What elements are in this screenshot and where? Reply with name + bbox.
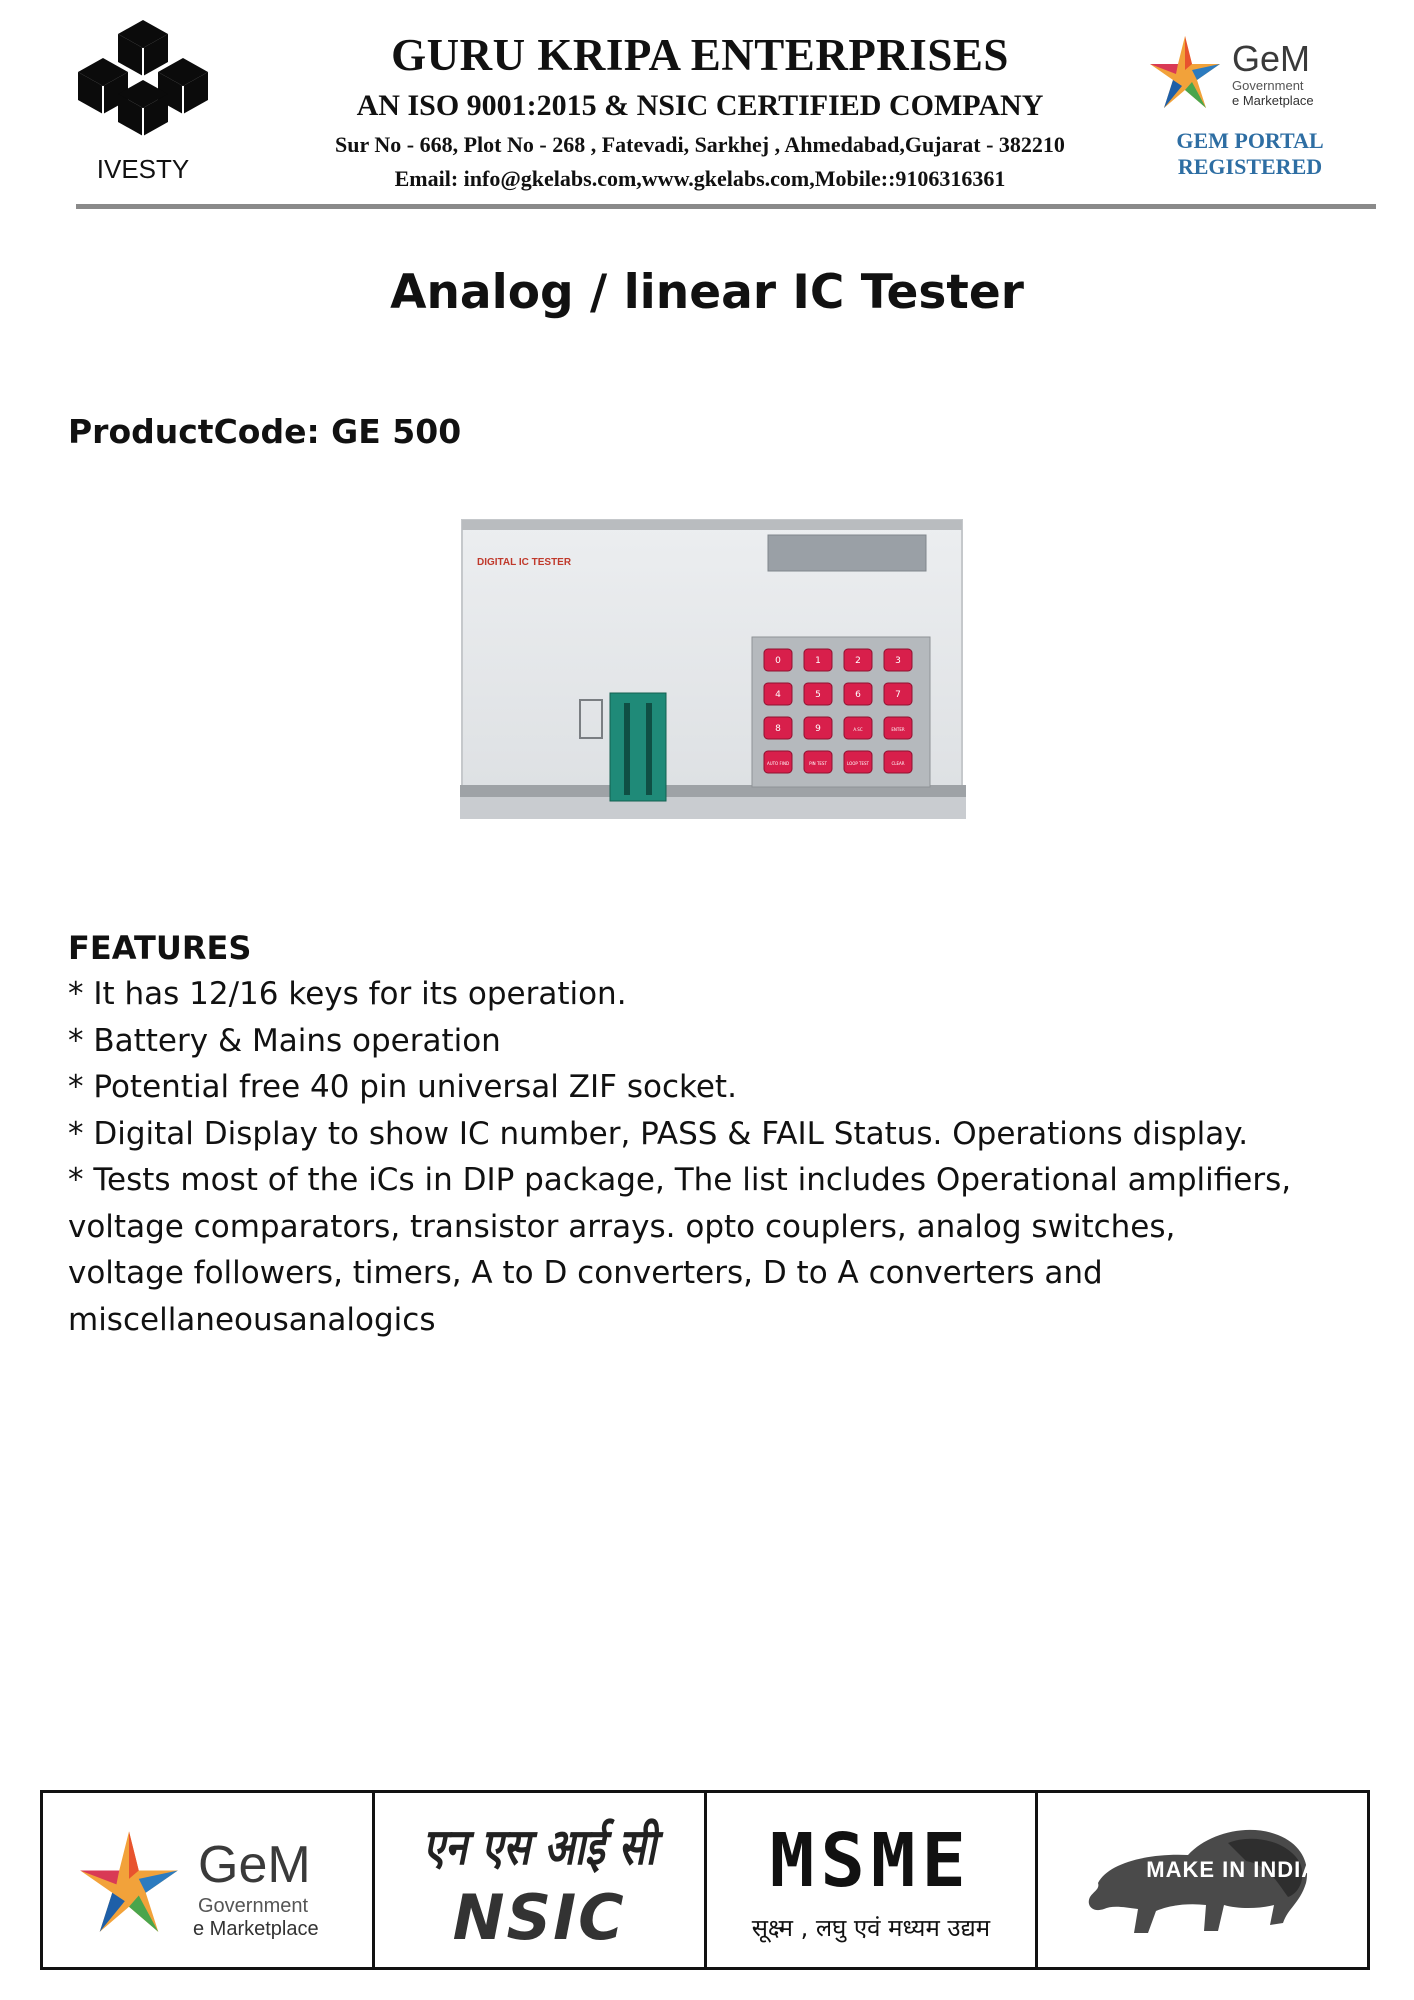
keypad-key [844, 683, 872, 705]
header-divider [76, 204, 1376, 209]
gem-star-icon [1142, 30, 1228, 116]
gem-subtitle-2: e Marketplace [193, 1918, 319, 1940]
certification-logos [40, 1790, 1370, 1970]
svg-text:0: 0 [775, 656, 781, 666]
svg-text:7: 7 [895, 690, 901, 700]
feature-line: * Digital Display to show IC number, PASS & FAIL Status. Operations display. [68, 1115, 1249, 1152]
keypad-key [844, 717, 872, 739]
keypad-key [884, 683, 912, 705]
gem-subtitle-2: e Marketplace [1232, 93, 1314, 108]
keypad-key [764, 717, 792, 739]
keypad-key [804, 751, 832, 773]
keypad-key [884, 717, 912, 739]
svg-text:3: 3 [895, 656, 901, 666]
gem-subtitle: Government [1232, 78, 1304, 93]
make-in-india-text: MAKE IN INDIA [1146, 1857, 1319, 1882]
make-in-india-logo [1038, 1793, 1367, 1967]
feature-line: * Tests most of the iCs in DIP package, The list includes Operational amplifiers, [68, 1162, 1292, 1198]
feature-line: * Battery & Mains operation [68, 1022, 501, 1059]
svg-text:LOOP TEST: LOOP TEST [846, 761, 870, 766]
svg-text:4: 4 [775, 690, 781, 700]
lion-icon [1078, 1813, 1328, 1953]
svg-text:PIN TEST: PIN TEST [809, 761, 827, 766]
portal-line-2: REGISTERED [1177, 154, 1323, 179]
msme-wordmark: MSME [769, 1818, 972, 1904]
features-heading: FEATURES [68, 929, 252, 967]
gem-footer-logo [43, 1793, 375, 1967]
svg-text:AUTO FIND: AUTO FIND [766, 761, 790, 766]
portal-line-1: GEM PORTAL [1176, 128, 1324, 153]
nsic-hindi-wordmark: एन एस आई सी [422, 1818, 656, 1876]
keypad-key [764, 649, 792, 671]
features-section [68, 925, 1358, 1343]
msme-logo [707, 1793, 1039, 1967]
company-name: GURU KRIPA ENTERPRISES [391, 30, 1009, 80]
msme-hindi-tagline: सूक्ष्म , लघु एवं मध्यम उद्यम [751, 1914, 991, 1942]
feature-line: voltage followers, timers, A to D converters, D to A converters and [68, 1255, 1103, 1291]
keypad-key [764, 683, 792, 705]
keypad-key [884, 751, 912, 773]
ic-tester-device [452, 515, 972, 830]
svg-text:CLEAR: CLEAR [891, 761, 905, 766]
svg-text:2: 2 [855, 656, 861, 666]
company-address: Sur No - 668, Plot No - 268 , Fatevadi, Sarkhej , Ahmedabad,Gujarat - 382210 [335, 132, 1065, 157]
svg-text:6: 6 [855, 690, 861, 700]
device-panel-label: DIGITAL IC TESTER [477, 557, 572, 568]
keypad-key [804, 683, 832, 705]
gem-subtitle: Government [198, 1895, 309, 1917]
svg-text:A.SC: A.SC [853, 727, 863, 732]
keypad-key [804, 717, 832, 739]
nsic-wordmark: NSIC [452, 1881, 626, 1954]
product-title: Analog / linear IC Tester [390, 265, 1024, 320]
brand-name: IVESTY [96, 154, 190, 184]
gem-wordmark: GeM [198, 1836, 311, 1894]
gem-header-logo [1140, 30, 1360, 190]
feature-line: * It has 12/16 keys for its operation. [68, 976, 627, 1012]
product-photo [452, 515, 972, 830]
company-info [250, 28, 1150, 196]
keypad-key [884, 649, 912, 671]
feature-line: voltage comparators, transistor arrays. opto couplers, analog switches, [68, 1208, 1176, 1245]
svg-text:1: 1 [815, 656, 821, 666]
gem-wordmark: GeM [1232, 38, 1311, 79]
product-code: ProductCode: GE 500 [68, 412, 462, 451]
letterhead [0, 0, 1414, 215]
keypad-key [844, 649, 872, 671]
feature-line: * Potential free 40 pin universal ZIF socket. [68, 1069, 737, 1105]
keypad-key [844, 751, 872, 773]
nsic-logo [375, 1793, 707, 1967]
ivesty-logo [78, 18, 208, 188]
gem-star-icon [69, 1823, 189, 1943]
gem-portal-registered [1140, 128, 1360, 180]
svg-text:5: 5 [815, 690, 821, 700]
keypad-key [764, 751, 792, 773]
company-contact: Email: info@gkelabs.com,www.gkelabs.com,Mobile::9106316361 [394, 166, 1006, 191]
keypad-key [804, 649, 832, 671]
company-certification: AN ISO 9001:2015 & NSIC CERTIFIED COMPANY [356, 89, 1044, 122]
svg-text:8: 8 [775, 724, 781, 734]
feature-line: miscellaneousanalogics [68, 1301, 436, 1338]
cube-cluster-icon [78, 18, 208, 158]
svg-text:ENTER: ENTER [891, 727, 905, 732]
svg-text:9: 9 [815, 724, 821, 734]
